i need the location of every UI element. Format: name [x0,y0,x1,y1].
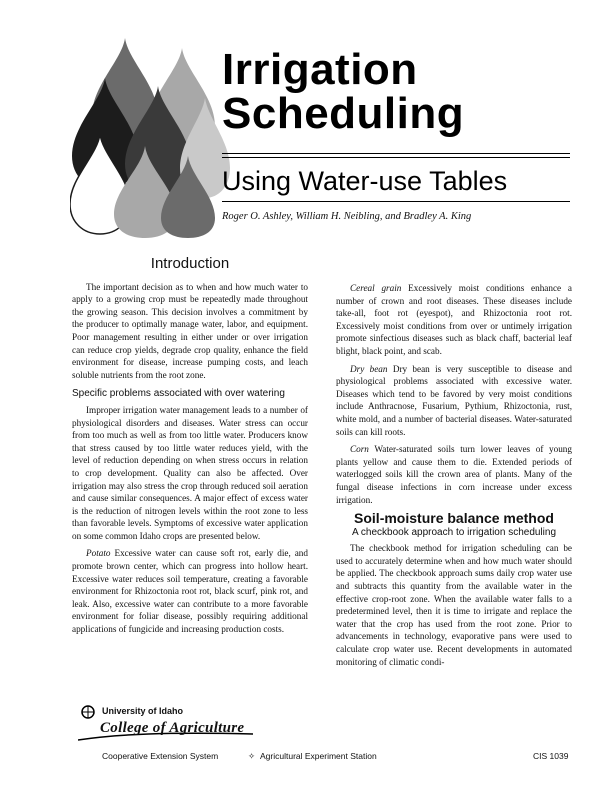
cereal-text: Excessively moist conditions enhance a number of crown and root diseases. These diseases include take-all, foot rot (eyespot), and Rhizoctonia root rot. Excessively moist conditions from over or untimely irrigation promote sinfectious diseases such as black chaff, bacterial leaf blight, black point, and scab. [336,283,572,356]
subtitle-rule [222,201,570,202]
cereal-lead: Cereal grain [350,283,402,293]
problems-paragraph: Improper irrigation water management leads to a number of physiological disorders and diseases. Water stress can occur from too much as well as from too little water. Producers know that stress caused by too little water reduces yield, with the level of reduction depending on when stress occurs in relation to crop development. Quality can also be affected. Over irrigation may also stress the crop through reduced soil aeration and cause similar consequences. A major effect of excess water is the reduction of nitrogen levels within the root zone to less than favorable levels. Symptoms of excessive water application on some common Idaho crops are presented below. [72,404,308,541]
footer-cooperative: Cooperative Extension System [102,751,219,761]
drybean-paragraph [336,363,572,439]
checkbook-paragraph: The checkbook method for irrigation scheduling can be used to accurately determine when and how much water should be applied. The checkbook approach sums daily crop water use and subtracts this quantity from the available water in the effective crop-root zone. When the available water falls to a predetermined level, then it is time to irrigate and replace the water that the crop has used from the root zone. Prior to advancements in technology, evaporative pans were used to calculate crop water use. Recent developments in automated monitoring of climatic condi- [336,543,572,667]
title-rule-top [222,153,570,154]
drybean-lead: Dry bean [350,363,388,374]
potato-lead: Potato [86,548,111,559]
authors-line: Roger O. Ashley, William H. Neibling, and Bradley A. King [222,211,472,222]
introduction-heading: Introduction [150,255,230,272]
soil-moisture-heading: Soil-moisture balance method [354,510,554,527]
university-name: University of Idaho [102,706,184,716]
title-line-2: Scheduling [222,89,465,138]
footer-station: Agricultural Experiment Station [260,751,377,761]
title-line-1: Irrigation [222,45,418,94]
title-rule-second [222,157,570,158]
drybean-text: Dry bean is very susceptible to disease and physiological problems associated with excessive water. Diseases which tend to be favored by very moist conditions include Anthracnose, Fusarium, Pythium, Rhizoctonia, rust, white mold, and a number of bacterial diseases. Water-saturated soils can kill roots. [336,363,572,437]
intro-paragraph: The important decision as to when and how much water to apply to a growing crop must be repeatedly made throughout the growing season. This decision involves a commitment by the producer to optimally manage water, labor, and equipment. Poor management resulting in either under or over irrigation can reduce crop yields, degrade crop quality, enhance the field environment for disease, increase pumping costs, and leach soluble nutrients from the root zone. [72,281,308,380]
cereal-paragraph [336,282,572,358]
footer-publication-number: CIS 1039 [533,751,569,761]
overwatering-subheading: Specific problems associated with over watering [72,388,285,400]
corn-text: Water-saturated soils turn lower leaves of young plants yellow and cause them to die. Extended periods of waterlogged soils kill the crown area of plants. Many of the fungal disease infections in corn increase under excess irrigation. [336,444,572,505]
corn-paragraph [336,443,572,506]
right-column [336,282,572,668]
potato-text: Excessive water can cause soft rot, early die, and promote brown center, which can progress into hollow heart. Excessive water reduces soil temperature, creating a favorable environment for Rhizoctonia root rot, black scurf, pink rot, and leak. Also, excessive water can contribute to a more favorable environment for foliar disease, possibly requiring additional applications of fungicide and increasing production costs. [72,548,308,635]
college-name: College of Agriculture [100,720,245,736]
corn-lead: Corn [350,444,369,455]
left-column [72,255,308,636]
checkbook-subheading: A checkbook approach to irrigation scheduling [351,526,557,538]
potato-paragraph [72,547,308,635]
document-subtitle: Using Water-use Tables [222,166,508,196]
water-drops-graphic [70,38,230,238]
document-title [222,45,465,138]
footer-separator: ✧ [248,751,256,761]
